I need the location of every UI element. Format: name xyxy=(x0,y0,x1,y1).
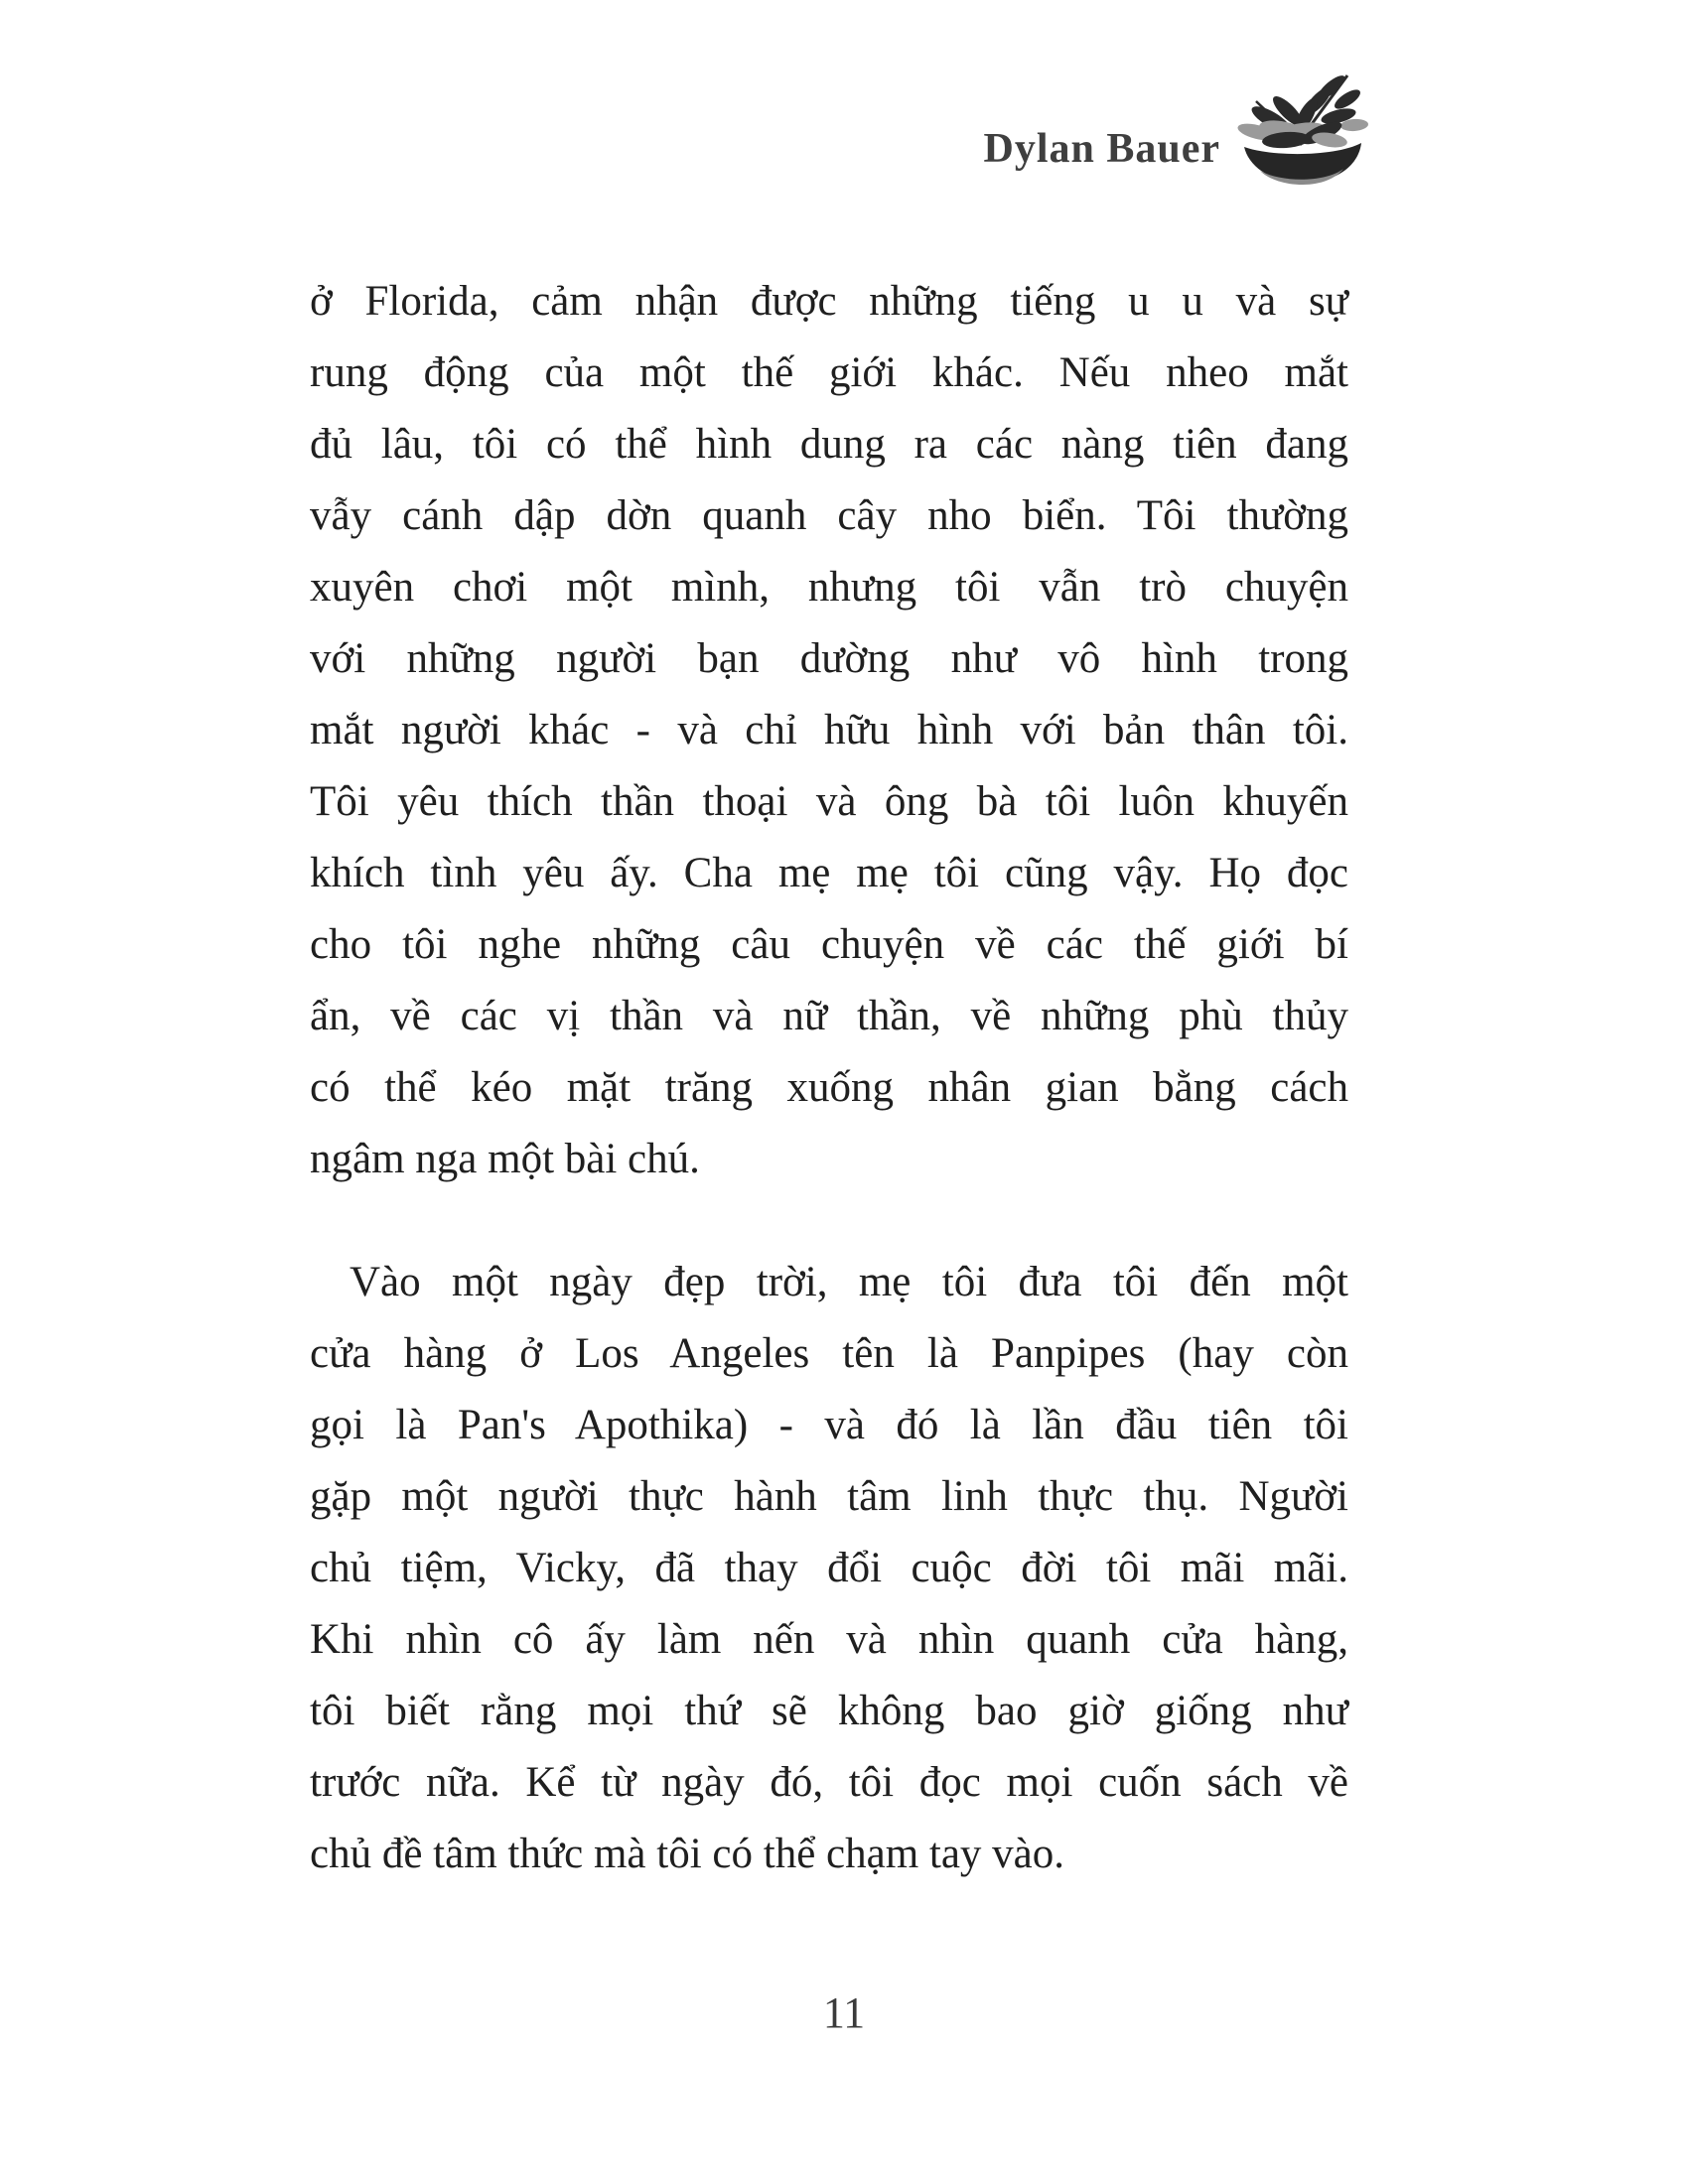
text-line: đủ lâu, tôi có thể hình dung ra các nàng tiên đang xyxy=(310,421,1348,468)
text-line: cho tôi nghe những câu chuyện về các thế giới bí xyxy=(310,921,1348,968)
text-line: với những người bạn dường như vô hình trong xyxy=(310,635,1348,682)
page-header xyxy=(983,58,1375,192)
text-line: mắt người khác - và chỉ hữu hình với bản thân tôi. xyxy=(310,707,1348,753)
text-line: Tôi yêu thích thần thoại và ông bà tôi luôn khuyến xyxy=(310,778,1348,825)
text-line: rung động của một thế giới khác. Nếu nheo mắt xyxy=(310,349,1348,396)
text-line: ngâm nga một bài chú. xyxy=(310,1136,700,1182)
plant-bowl-logo-icon xyxy=(1226,61,1375,192)
author-name: Dylan Bauer xyxy=(983,126,1220,172)
text-line: ẩn, về các vị thần và nữ thần, về những phù thủy xyxy=(310,993,1348,1039)
text-line: Vào một ngày đẹp trời, mẹ tôi đưa tôi đến một xyxy=(350,1259,1348,1305)
paragraph-1 xyxy=(310,266,1348,1195)
body-text xyxy=(310,266,1348,1890)
text-line: chủ tiệm, Vicky, đã thay đổi cuộc đời tôi mãi mãi. xyxy=(310,1545,1348,1591)
text-line: trước nữa. Kể từ ngày đó, tôi đọc mọi cuốn sách về xyxy=(310,1759,1348,1806)
page-number: 11 xyxy=(822,1988,866,2037)
text-line: chủ đề tâm thức mà tôi có thể chạm tay vào. xyxy=(310,1831,1065,1877)
text-line: ở Florida, cảm nhận được những tiếng u u và sự xyxy=(310,278,1348,325)
text-line: Khi nhìn cô ấy làm nến và nhìn quanh cửa hàng, xyxy=(310,1616,1348,1663)
text-line: gặp một người thực hành tâm linh thực thụ. Người xyxy=(310,1473,1348,1520)
text-line: tôi biết rằng mọi thứ sẽ không bao giờ giống như xyxy=(310,1688,1348,1734)
text-line: vẫy cánh dập dờn quanh cây nho biển. Tôi thường xyxy=(310,492,1348,539)
text-line: xuyên chơi một mình, nhưng tôi vẫn trò chuyện xyxy=(310,564,1348,611)
text-line: có thể kéo mặt trăng xuống nhân gian bằng cách xyxy=(310,1064,1348,1111)
text-line: cửa hàng ở Los Angeles tên là Panpipes (hay còn xyxy=(310,1330,1348,1377)
paragraph-2 xyxy=(310,1247,1348,1890)
text-line: gọi là Pan's Apothika) - và đó là lần đầu tiên tôi xyxy=(310,1402,1348,1448)
text-line: khích tình yêu ấy. Cha mẹ mẹ tôi cũng vậy. Họ đọc xyxy=(310,850,1348,896)
